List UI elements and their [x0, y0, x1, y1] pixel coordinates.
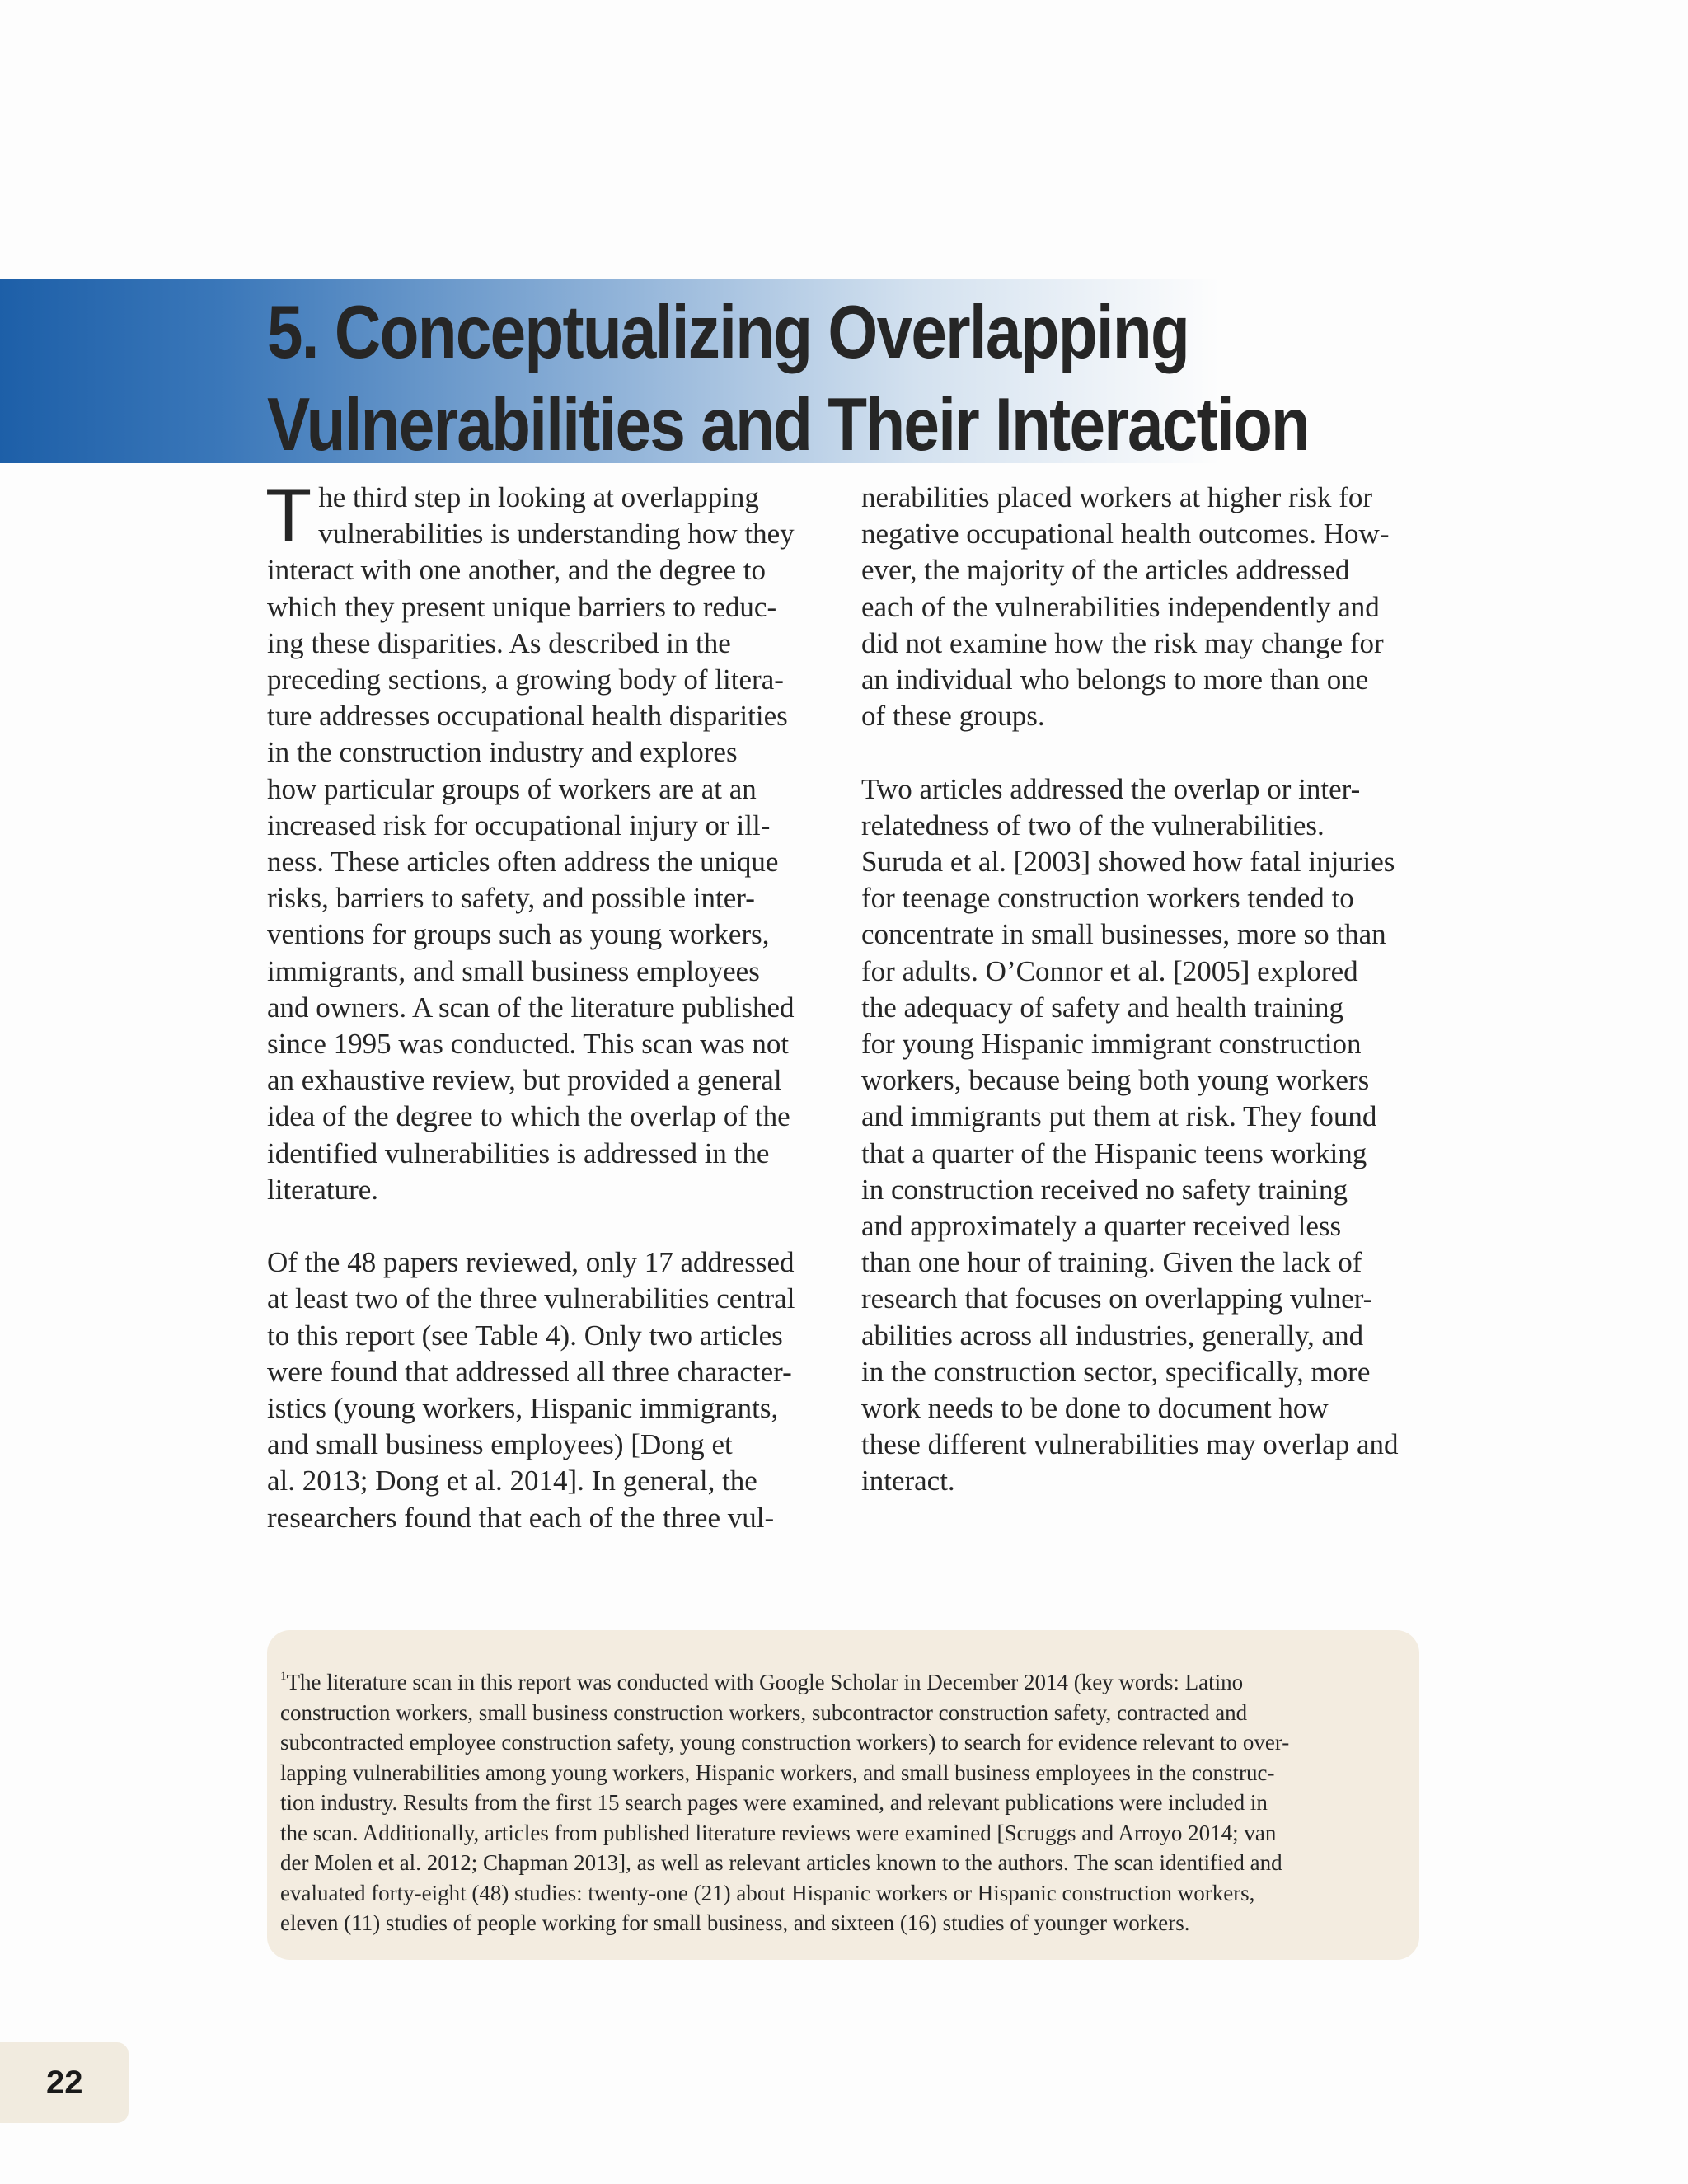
body-line: istics (young workers, Hispanic immigrants,: [267, 1392, 779, 1425]
footnote: [280, 1661, 1418, 1938]
body-line: since 1995 was conducted. This scan was not: [267, 1028, 790, 1061]
body-line: an exhaustive review, but provided a general: [267, 1064, 782, 1097]
footnote-line: lapping vulnerabilities among young workers, Hispanic workers, and small business employees in the construc-: [280, 1760, 1275, 1785]
body-line: and owners. A scan of the literature published: [267, 991, 795, 1024]
body-line: research that focuses on overlapping vulner-: [861, 1282, 1373, 1315]
body-line: interact.: [861, 1465, 955, 1497]
body-line: Two articles addressed the overlap or inter-: [861, 772, 1361, 805]
body-line: he third step in looking at overlapping: [318, 481, 759, 513]
body-line: were found that addressed all three character-: [267, 1355, 792, 1388]
body-line: an individual who belongs to more than one: [861, 663, 1369, 696]
body-line: each of the vulnerabilities independently and: [861, 590, 1380, 623]
body-line: researchers found that each of the three vul-: [267, 1501, 775, 1534]
body-line: to this report (see Table 4). Only two articles: [267, 1319, 783, 1352]
footnote-line: construction workers, small business construction workers, subcontractor construction safety, contracted and: [280, 1699, 1248, 1725]
body-line: how particular groups of workers are at an: [267, 772, 757, 805]
body-line: ever, the majority of the articles addressed: [861, 554, 1350, 587]
footnote-line: The literature scan in this report was conducted with Google Scholar in December 2014 (key words: Latino: [286, 1670, 1244, 1694]
section-title-line-2: Vulnerabilities and Their Interaction: [267, 383, 1310, 466]
drop-cap: T: [265, 474, 312, 558]
body-line: at least two of the three vulnerabilities central: [267, 1282, 795, 1315]
body-line: for adults. O’Connor et al. [2005] explored: [861, 954, 1358, 987]
paragraph-break: [861, 734, 1438, 771]
body-line: that a quarter of the Hispanic teens working: [861, 1137, 1367, 1169]
body-line: did not examine how the risk may change for: [861, 626, 1384, 659]
body-line: in the construction industry and explores: [267, 736, 738, 769]
body-line: al. 2013; Dong et al. 2014]. In general, the: [267, 1465, 757, 1497]
body-column-left: [265, 474, 828, 1536]
body-line: immigrants, and small business employees: [267, 954, 760, 987]
body-line: risks, barriers to safety, and possible inter-: [267, 882, 755, 915]
body-line: identified vulnerabilities is addressed in the: [267, 1137, 770, 1169]
body-line: and approximately a quarter received less: [861, 1210, 1342, 1243]
footnote-line: evaluated forty-eight (48) studies: twenty-one (21) about Hispanic workers or Hispanic construction workers,: [280, 1880, 1255, 1905]
body-line: the adequacy of safety and health training: [861, 991, 1344, 1024]
body-line: relatedness of two of the vulnerabilities.: [861, 808, 1325, 841]
body-line: than one hour of training. Given the lack of: [861, 1246, 1362, 1279]
body-column-right: [861, 480, 1438, 1500]
body-line: negative occupational health outcomes. How-: [861, 518, 1390, 551]
body-line: in the construction sector, specifically, more: [861, 1355, 1371, 1388]
body-line: ture addresses occupational health disparities: [267, 700, 788, 733]
body-line: which they present unique barriers to reduc-: [267, 590, 777, 623]
body-line: ness. These articles often address the unique: [267, 846, 779, 879]
footnote-line: tion industry. Results from the first 15 search pages were examined, and relevant publications were included in: [280, 1790, 1268, 1815]
body-line: increased risk for occupational injury or ill-: [267, 808, 771, 841]
body-line: for young Hispanic immigrant construction: [861, 1028, 1362, 1061]
body-line: in construction received no safety training: [861, 1173, 1348, 1206]
footnote-line: the scan. Additionally, articles from published literature reviews were examined [Scruggs and Arroyo 2014; van: [280, 1820, 1277, 1845]
footnote-line: subcontracted employee construction safety, young construction workers) to search for evidence relevant to over-: [280, 1730, 1290, 1755]
section-title: [267, 287, 1330, 471]
body-line: workers, because being both young workers: [861, 1064, 1370, 1097]
body-line: concentrate in small businesses, more so than: [861, 918, 1386, 951]
body-line: preceding sections, a growing body of litera-: [267, 663, 784, 696]
body-line: ventions for groups such as young workers,: [267, 918, 770, 951]
body-line: Of the 48 papers reviewed, only 17 addressed: [267, 1246, 795, 1279]
body-line: nerabilities placed workers at higher risk for: [861, 481, 1373, 513]
body-line: Suruda et al. [2003] showed how fatal injuries: [861, 846, 1395, 879]
body-line: and immigrants put them at risk. They found: [861, 1100, 1377, 1133]
body-line: literature.: [267, 1173, 379, 1206]
paragraph-break: [267, 1208, 828, 1244]
body-line: idea of the degree to which the overlap of the: [267, 1100, 790, 1133]
page-number: 22: [46, 2064, 83, 2101]
body-line: work needs to be done to document how: [861, 1392, 1329, 1425]
footnote-line: eleven (11) studies of people working for small business, and sixteen (16) studies of younger workers.: [280, 1910, 1190, 1935]
body-line: vulnerabilities is understanding how they: [318, 518, 795, 551]
body-line: and small business employees) [Dong et: [267, 1428, 733, 1461]
body-line: ing these disparities. As described in the: [267, 626, 731, 659]
body-line: for teenage construction workers tended to: [861, 882, 1354, 915]
footnote-marker: 1: [280, 1670, 287, 1683]
footnote-line: der Molen et al. 2012; Chapman 2013], as well as relevant articles known to the authors. The scan identified and: [280, 1850, 1282, 1875]
body-line: of these groups.: [861, 700, 1045, 733]
body-line: interact with one another, and the degree to: [267, 554, 767, 587]
body-line: abilities across all industries, generally, and: [861, 1319, 1364, 1352]
body-line: these different vulnerabilities may overlap and: [861, 1428, 1399, 1461]
section-title-line-1: 5. Conceptualizing Overlapping: [267, 291, 1189, 374]
